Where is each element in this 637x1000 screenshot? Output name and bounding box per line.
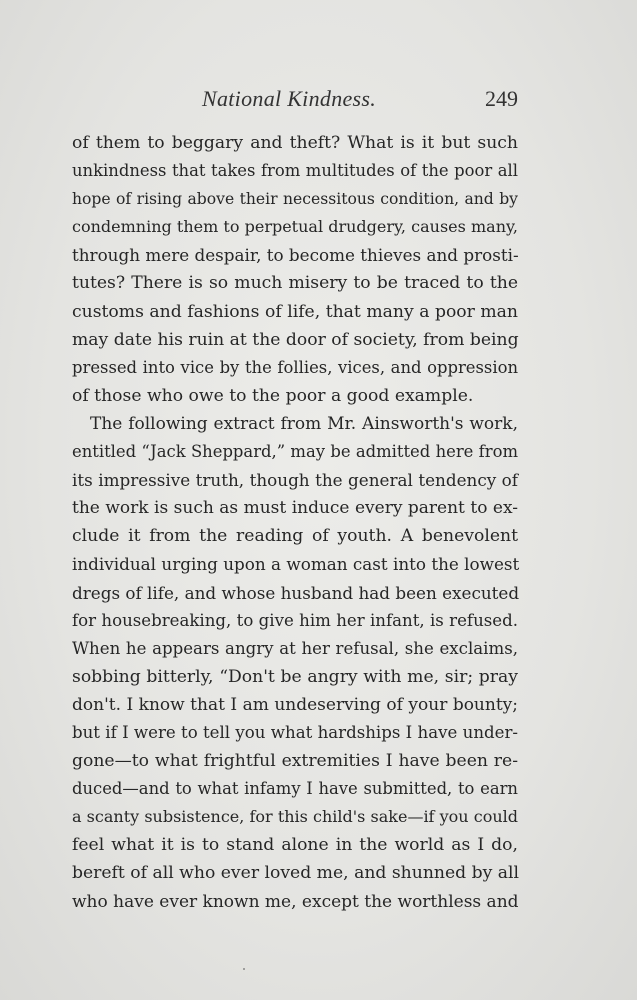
text-line: The following extract from Mr. Ainsworth's work,: [90, 413, 518, 434]
page-number: 249: [485, 86, 518, 111]
text-line: through mere despair, to become thieves and prosti-: [72, 245, 519, 266]
text-line: tutes? There is so much misery to be traced to the: [72, 273, 518, 294]
text-line: who have ever known me, except the worthless and: [72, 891, 519, 912]
text-line: gone—to what frightful extremities I have been re-: [72, 751, 518, 772]
text-line: but if I were to tell you what hardships I have under-: [72, 722, 518, 742]
text-line: its impressive truth, though the general tendency of: [72, 470, 518, 491]
text-line: dregs of life, and whose husband had been executed: [72, 582, 520, 603]
text-line: feel what it is to stand alone in the world as I do,: [72, 835, 518, 856]
paper-speck: [243, 968, 245, 970]
text-line: entitled “Jack Sheppard,” may be admitted here from: [72, 442, 518, 462]
body-text: [72, 129, 518, 916]
text-line: for housebreaking, to give him her infant, is refused.: [72, 610, 518, 630]
text-line: don't. I know that I am undeserving of your bounty;: [72, 694, 518, 715]
text-line: may date his ruin at the door of society, from being: [72, 329, 519, 350]
text-line: clude it from the reading of youth. A benevolent: [72, 526, 518, 547]
text-line: individual urging upon a woman cast into the lowest: [72, 554, 520, 575]
text-line: unkindness that takes from multitudes of the poor all: [72, 161, 518, 181]
text-line: pressed into vice by the follies, vices, and oppression: [72, 357, 518, 377]
text-line: a scanty subsistence, for this child's sake—if you could: [72, 807, 518, 827]
text-line: sobbing bitterly, “Don't be angry with me, sir; pray: [72, 666, 518, 687]
text-line: the work is such as must induce every parent to ex-: [72, 498, 518, 519]
running-title: National Kindness.: [202, 86, 377, 111]
text-line: customs and fashions of life, that many a poor man: [72, 301, 518, 322]
text-line: of those who owe to the poor a good example.: [72, 385, 474, 406]
text-line: When he appears angry at her refusal, she exclaims,: [72, 638, 518, 658]
page-header: [72, 86, 518, 116]
text-line: hope of rising above their necessitous condition, and by: [72, 190, 518, 209]
text-line: of them to beggary and theft? What is it but such: [72, 133, 518, 153]
text-line: bereft of all who ever loved me, and shunned by all: [72, 863, 520, 884]
text-line: duced—and to what infamy I have submitted, to earn: [72, 779, 518, 799]
text-line: condemning them to perpetual drudgery, causes many,: [72, 217, 518, 237]
